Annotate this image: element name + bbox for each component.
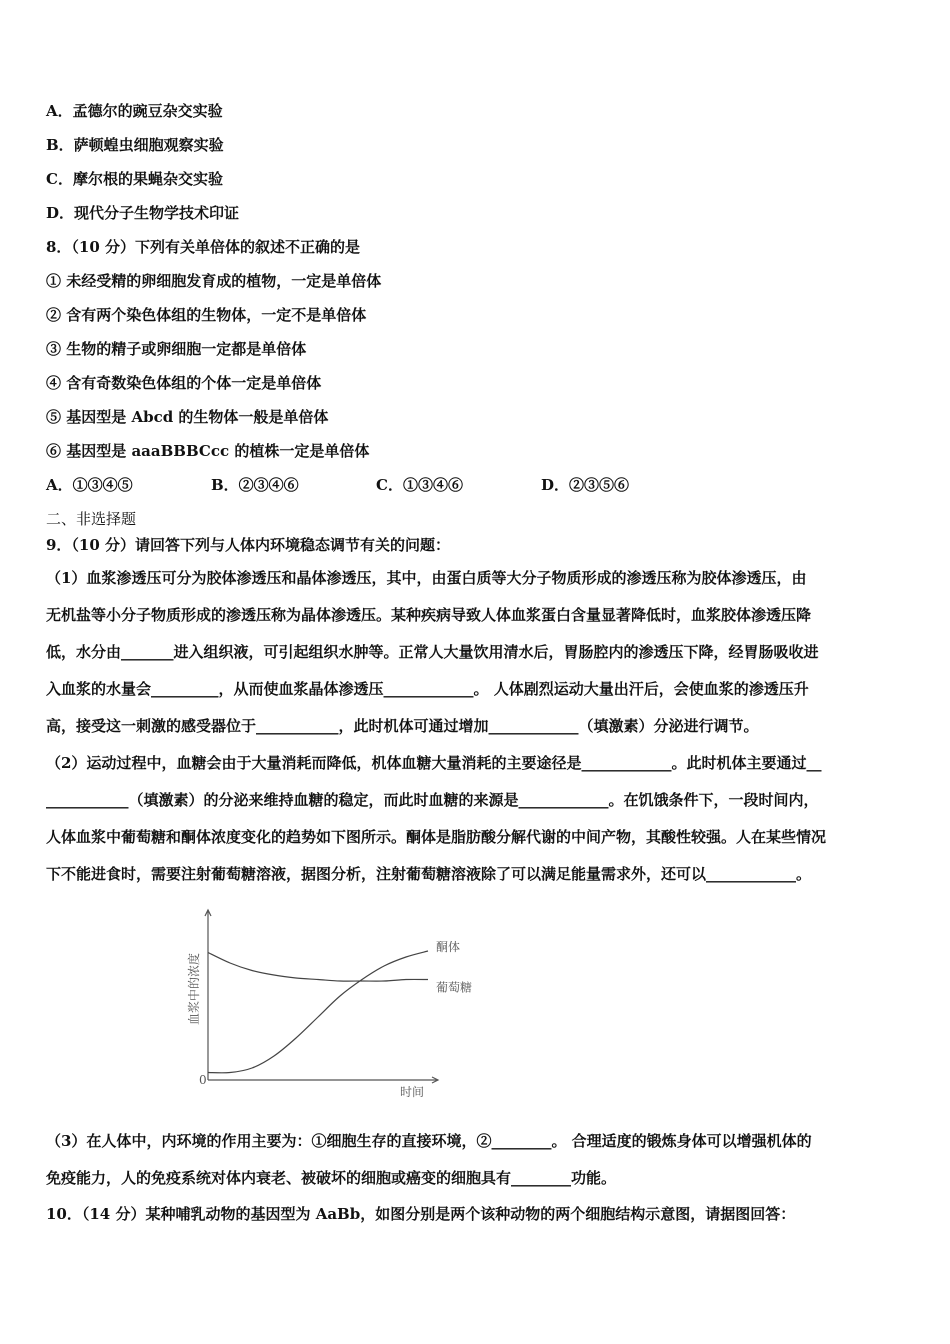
- q8-item-3: ③ 生物的精子或卵细胞一定都是单倍体: [46, 340, 307, 358]
- x-axis-label: 时间: [400, 1085, 425, 1099]
- q9-p1-line-2: 无机盐等小分子物质形成的渗透压称为晶体渗透压。某种疾病导致人体血浆蛋白含量显著降低时，血浆胶体渗透压降: [46, 606, 812, 624]
- q8-item-1: ① 未经受精的卵细胞发育成的植物，一定是单倍体: [46, 272, 382, 290]
- series-label-1: 酮体: [436, 940, 461, 954]
- chart-series: [208, 951, 428, 1073]
- q10-stem: 10．（14 分）某种哺乳动物的基因型为 AaBb，如图分别是两个该种动物的两个细胞结构示意图，请据图回答：: [46, 1205, 796, 1223]
- chart-svg: [180, 898, 473, 1106]
- q9-p2-line-2: ___________（填激素）的分泌来维持血糖的稳定，而此时血糖的来源是____________。在饥饿条件下，一段时间内，: [46, 791, 819, 809]
- q8-option-b: B．②③④⑥: [211, 476, 299, 494]
- q9-p1-line-1: （1）血浆渗透压可分为胶体渗透压和晶体渗透压，其中，由蛋白质等大分子物质形成的渗透压称为胶体渗透压，由: [46, 569, 807, 587]
- q9-stem: 9．（10 分）请回答下列与人体内环境稳态调节有关的问题：: [46, 536, 451, 554]
- q8-item-2: ② 含有两个染色体组的生物体，一定不是单倍体: [46, 306, 367, 324]
- q9-p2-line-3: 人体血浆中葡萄糖和酮体浓度变化的趋势如下图所示。酮体是脂肪酸分解代谢的中间产物，其酸性较强。人在某些情况: [46, 828, 827, 846]
- origin-label: 0: [199, 1073, 207, 1087]
- q9-p1-line-3: 低，水分由_______进入组织液，可引起组织水肿等。正常人大量饮用清水后，胃肠腔内的渗透压下降，经胃肠吸收进: [46, 643, 819, 661]
- q9-p3-line-2: 免疫能力，人的免疫系统对体内衰老、被破坏的细胞或癌变的细胞具有________功能。: [46, 1169, 617, 1187]
- q8-stem: 8．（10 分）下列有关单倍体的叙述不正确的是: [46, 238, 361, 256]
- q9-p1-line-5: 高，接受这一刺激的感受器位于___________，此时机体可通过增加____________（填激素）分泌进行调节。: [46, 717, 759, 735]
- y-axis-label: 血浆中的浓度: [187, 952, 201, 1025]
- q7-option-b: B．萨顿蝗虫细胞观察实验: [46, 136, 224, 154]
- q9-p3-line-1: （3）在人体中，内环境的作用主要为：①细胞生存的直接环境，②________。 合理适度的锻炼身体可以增强机体的: [46, 1132, 812, 1150]
- series-line-1: [208, 951, 428, 1073]
- q9-p2-line-4: 下不能进食时，需要注射葡萄糖溶液，据图分析，注射葡萄糖溶液除了可以满足能量需求外，还可以____________。: [46, 865, 812, 883]
- q8-option-a: A．①③④⑤: [46, 476, 133, 494]
- concentration-chart: [180, 898, 473, 1106]
- series-label-2: 葡萄糖: [436, 980, 473, 995]
- q7-option-a: A．孟德尔的豌豆杂交实验: [46, 102, 223, 120]
- q8-option-c: C．①③④⑥: [376, 476, 463, 494]
- q8-item-6: ⑥ 基因型是 aaaBBBCcc 的植株一定是单倍体: [46, 442, 370, 460]
- q8-item-4: ④ 含有奇数染色体组的个体一定是单倍体: [46, 374, 322, 392]
- q9-p1-line-4: 入血浆的水量会_________，从而使血浆晶体渗透压____________。 人体剧烈运动大量出汗后，会使血浆的渗透压升: [46, 680, 809, 698]
- series-line-2: [208, 953, 428, 982]
- q9-p2-line-1: （2）运动过程中，血糖会由于大量消耗而降低，机体血糖大量消耗的主要途径是____________。此时机体主要通过__: [46, 754, 822, 772]
- q8-item-5: ⑤ 基因型是 Abcd 的生物体一般是单倍体: [46, 408, 329, 426]
- chart-axes: [205, 910, 438, 1083]
- section-heading: 二、非选择题: [46, 510, 137, 528]
- q8-options: [46, 474, 910, 496]
- q7-option-c: C．摩尔根的果蝇杂交实验: [46, 170, 223, 188]
- q7-option-d: D．现代分子生物学技术印证: [46, 204, 240, 222]
- q8-option-d: D．②③⑤⑥: [541, 476, 630, 494]
